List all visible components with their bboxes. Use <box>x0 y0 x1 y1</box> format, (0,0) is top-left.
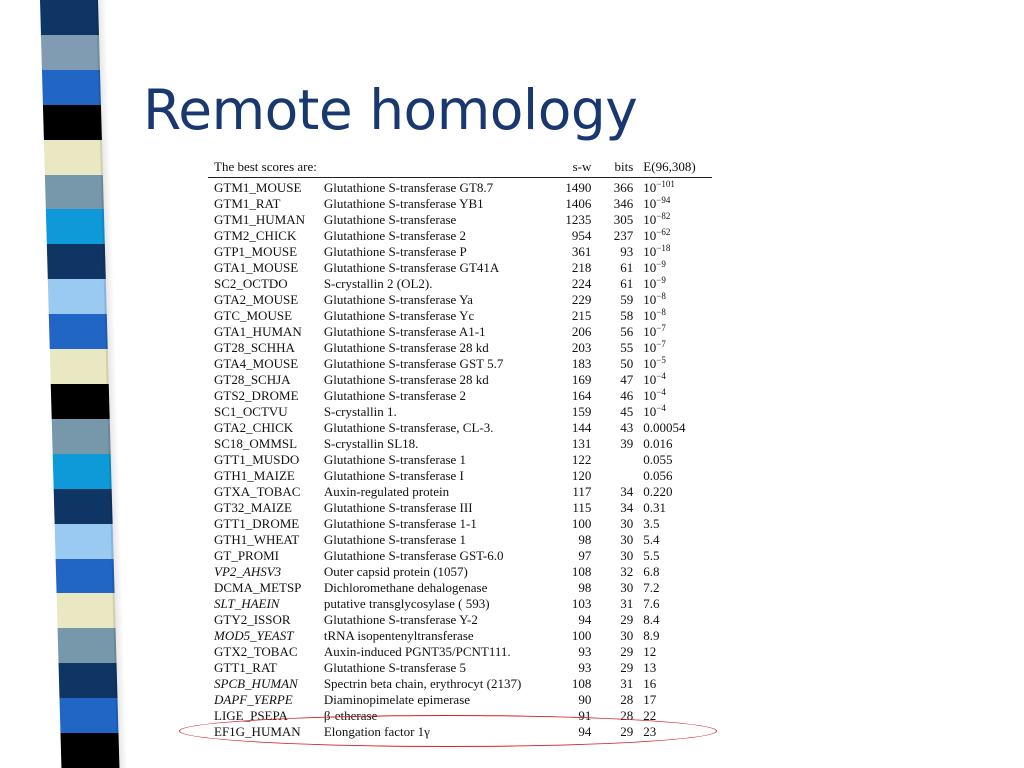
e-value-exponent: −82 <box>656 211 671 221</box>
table-row <box>208 516 712 532</box>
bits-score <box>601 468 637 484</box>
sw-score: 224 <box>571 276 592 291</box>
e-value-exponent: −4 <box>656 371 666 381</box>
sw-score: 122 <box>571 452 592 467</box>
stripe-segment <box>49 314 108 349</box>
bits-score: 30 <box>620 548 634 563</box>
table-row <box>208 628 712 644</box>
e-value-exponent: −9 <box>656 275 666 285</box>
e-value-exponent: −94 <box>656 195 671 205</box>
sw-score: 108 <box>571 564 592 579</box>
sw-score: 361 <box>571 244 592 259</box>
sequence-description: Glutathione S-transferase III <box>323 500 473 515</box>
table-header-row <box>208 159 712 178</box>
table-row <box>208 676 712 692</box>
table-row <box>208 564 712 580</box>
sequence-id: MOD5_YEAST <box>214 628 294 643</box>
sequence-id: GTS2_DROME <box>214 388 299 403</box>
bits-score: 30 <box>620 516 634 531</box>
table-row <box>208 420 712 436</box>
sw-score: 108 <box>571 676 592 691</box>
sw-score: 954 <box>571 228 592 243</box>
e-value-exponent: −4 <box>656 387 666 397</box>
sequence-description: Glutathione S-transferase 5 <box>323 660 467 675</box>
sequence-id: GTA4_MOUSE <box>214 356 299 371</box>
e-value-base: 13 <box>643 660 657 675</box>
bits-score: 31 <box>620 596 634 611</box>
table-row <box>208 500 712 516</box>
e-value-base: 10 <box>643 372 657 387</box>
e-value-base: 10 <box>643 324 657 339</box>
header-evalue: E(96,308) <box>637 159 712 178</box>
sequence-id: GTT1_RAT <box>214 660 277 675</box>
stripe-segment <box>41 35 100 70</box>
table-row <box>208 276 712 292</box>
e-value-base: 22 <box>643 708 657 723</box>
sequence-id: EF1G_HUMAN <box>214 724 301 739</box>
table-row <box>208 596 712 612</box>
sequence-description: Glutathione S-transferase Ya <box>323 292 473 307</box>
bits-score: 366 <box>613 180 634 195</box>
sw-score: 169 <box>571 372 592 387</box>
sequence-description: Auxin-regulated protein <box>323 484 450 499</box>
e-value <box>637 724 712 740</box>
e-value <box>637 340 712 356</box>
e-value <box>637 532 712 548</box>
sequence-description: Glutathione S-transferase I <box>323 468 464 483</box>
sw-score: 91 <box>578 708 592 723</box>
e-value <box>637 500 712 516</box>
table-row <box>208 324 712 340</box>
sequence-id: GTY2_ISSOR <box>214 612 291 627</box>
bits-score: 32 <box>620 564 634 579</box>
bits-score: 30 <box>620 580 634 595</box>
sequence-id: SC1_OCTVU <box>214 404 288 419</box>
sw-score: 164 <box>571 388 592 403</box>
sequence-id: SLT_HAEIN <box>214 596 280 611</box>
sequence-description: Glutathione S-transferase Yc <box>323 308 475 323</box>
table-row <box>208 724 712 740</box>
table-body <box>208 178 712 741</box>
sequence-description: putative transglycosylase ( 593) <box>323 596 490 611</box>
bits-score: 305 <box>613 212 634 227</box>
e-value-base: 0.016 <box>643 436 673 451</box>
e-value <box>637 660 712 676</box>
stripe-segment <box>56 559 115 594</box>
stripe-segment <box>54 489 113 524</box>
sequence-id: GTP1_MOUSE <box>214 244 298 259</box>
sequence-id: LIGE_PSEPA <box>214 708 288 723</box>
sw-score: 97 <box>578 548 592 563</box>
table-row <box>208 548 712 564</box>
e-value-base: 0.31 <box>643 500 667 515</box>
sequence-description: S-crystallin SL18. <box>323 436 419 451</box>
e-value <box>637 692 712 708</box>
sequence-description: Glutathione S-transferase Y-2 <box>323 612 478 627</box>
e-value <box>637 436 712 452</box>
sequence-id: SPCB_HUMAN <box>214 676 298 691</box>
e-value-base: 0.220 <box>643 484 673 499</box>
sequence-description: tRNA isopentenyltransferase <box>323 628 474 643</box>
e-value-base: 0.00054 <box>643 420 686 435</box>
e-value <box>637 388 712 404</box>
e-value <box>637 596 712 612</box>
e-value-base: 10 <box>643 260 657 275</box>
sequence-description: Glutathione S-transferase GT41A <box>323 260 500 275</box>
sw-score: 183 <box>571 356 592 371</box>
sw-score: 94 <box>578 724 592 739</box>
e-value-base: 10 <box>643 276 657 291</box>
sw-score: 1406 <box>565 196 592 211</box>
e-value <box>637 516 712 532</box>
e-value <box>637 292 712 308</box>
sw-score: 93 <box>578 660 592 675</box>
sequence-id: GTC_MOUSE <box>214 308 293 323</box>
table-row <box>208 612 712 628</box>
sequence-description: Dichloromethane dehalogenase <box>323 580 488 595</box>
sw-score: 100 <box>571 628 592 643</box>
table-row <box>208 228 712 244</box>
sequence-description: Glutathione S-transferase 2 <box>323 228 467 243</box>
e-value <box>637 356 712 372</box>
sequence-description: β-etherase <box>323 708 378 723</box>
table-row <box>208 644 712 660</box>
e-value-base: 10 <box>643 212 657 227</box>
bits-score: 46 <box>620 388 634 403</box>
stripe-segment <box>58 628 117 663</box>
sequence-id: GT_PROMI <box>214 548 280 563</box>
table-row <box>208 580 712 596</box>
e-value <box>637 260 712 276</box>
stripe-segment <box>60 698 119 733</box>
bits-score: 39 <box>620 436 634 451</box>
table-row <box>208 484 712 500</box>
stripe-segment <box>51 384 110 419</box>
e-value-exponent: −5 <box>656 355 666 365</box>
sw-score: 115 <box>572 500 592 515</box>
e-value-base: 16 <box>643 676 657 691</box>
bits-score: 56 <box>620 324 634 339</box>
sw-score: 203 <box>571 340 592 355</box>
table-row <box>208 532 712 548</box>
sequence-description: Glutathione S-transferase P <box>323 244 467 259</box>
sequence-id: SC18_OMMSL <box>214 436 298 451</box>
stripe-segment <box>47 244 106 279</box>
sequence-id: VP2_AHSV3 <box>214 564 282 579</box>
e-value-base: 10 <box>643 180 657 195</box>
e-value <box>637 708 712 724</box>
stripe-segment <box>44 140 103 175</box>
sequence-description: Glutathione S-transferase GST 5.7 <box>323 356 504 371</box>
sequence-description: Glutathione S-transferase A1-1 <box>323 324 486 339</box>
e-value <box>637 676 712 692</box>
sequence-id: DCMA_METSP <box>214 580 302 595</box>
e-value-base: 10 <box>643 308 657 323</box>
table-row <box>208 292 712 308</box>
sw-score: 117 <box>572 484 592 499</box>
table-row <box>208 196 712 212</box>
e-value <box>637 484 712 500</box>
e-value-base: 10 <box>643 340 657 355</box>
sequence-description: Glutathione S-transferase 28 kd <box>323 340 489 355</box>
e-value-base: 5.5 <box>643 548 660 563</box>
e-value-base: 5.4 <box>643 532 660 547</box>
bits-score: 29 <box>620 644 634 659</box>
stripe-segment <box>53 454 112 489</box>
sequence-description: Glutathione S-transferase 1 <box>323 532 467 547</box>
sw-score: 215 <box>571 308 592 323</box>
e-value <box>637 548 712 564</box>
e-value-exponent: −101 <box>656 179 675 189</box>
sw-score: 1235 <box>565 212 592 227</box>
stripe-segment <box>60 733 119 768</box>
e-value <box>637 178 712 197</box>
sw-score: 90 <box>578 692 592 707</box>
sequence-id: GTT1_MUSDO <box>214 452 300 467</box>
sequence-id: GT28_SCHHA <box>214 340 295 355</box>
e-value <box>637 612 712 628</box>
sw-score: 94 <box>578 612 592 627</box>
bits-score: 34 <box>620 484 634 499</box>
sequence-description: Glutathione S-transferase GST-6.0 <box>323 548 504 563</box>
e-value-base: 6.8 <box>643 564 660 579</box>
sequence-id: GTM2_CHICK <box>214 228 297 243</box>
table-row <box>208 452 712 468</box>
bits-score: 30 <box>620 532 634 547</box>
sequence-id: GT28_SCHJA <box>214 372 291 387</box>
bits-score: 31 <box>620 676 634 691</box>
bits-score: 50 <box>620 356 634 371</box>
sw-score: 1490 <box>565 180 592 195</box>
e-value <box>637 564 712 580</box>
sequence-id: GTM1_RAT <box>214 196 281 211</box>
bits-score: 43 <box>620 420 634 435</box>
e-value-base: 8.4 <box>643 612 660 627</box>
sw-score: 131 <box>571 436 592 451</box>
sequence-description: Glutathione S-transferase 2 <box>323 388 467 403</box>
e-value-exponent: −8 <box>656 307 666 317</box>
sequence-id: GTH1_MAIZE <box>214 468 295 483</box>
sw-score: 206 <box>571 324 592 339</box>
e-value-base: 7.6 <box>643 596 660 611</box>
sw-score: 93 <box>578 644 592 659</box>
sequence-id: DAPF_YERPE <box>214 692 293 707</box>
e-value-base: 17 <box>643 692 657 707</box>
table-row <box>208 468 712 484</box>
e-value <box>637 404 712 420</box>
table-row <box>208 692 712 708</box>
e-value <box>637 452 712 468</box>
table-row <box>208 404 712 420</box>
stripe-segment <box>55 524 114 559</box>
sequence-description: S-crystallin 2 (OL2). <box>323 276 433 291</box>
e-value-base: 12 <box>643 644 657 659</box>
e-value-exponent: −7 <box>656 339 666 349</box>
sequence-description: Auxin-induced PGNT35/PCNT111. <box>323 644 511 659</box>
slide-title: Remote homology <box>143 78 638 142</box>
bits-score: 29 <box>620 660 634 675</box>
sequence-description: Outer capsid protein (1057) <box>323 564 468 579</box>
e-value <box>637 324 712 340</box>
stripe-segment <box>50 349 109 384</box>
bits-score: 346 <box>613 196 634 211</box>
e-value-base: 10 <box>643 196 657 211</box>
bits-score: 237 <box>613 228 634 243</box>
sequence-description: Glutathione S-transferase GT8.7 <box>323 180 494 195</box>
table-row <box>208 308 712 324</box>
bits-score: 28 <box>620 708 634 723</box>
e-value <box>637 212 712 228</box>
sequence-id: GTA1_MOUSE <box>214 260 299 275</box>
table-row <box>208 178 712 197</box>
bits-score: 61 <box>620 276 634 291</box>
bits-score: 93 <box>620 244 634 259</box>
e-value-exponent: −8 <box>656 291 666 301</box>
stripe-segment <box>42 70 101 105</box>
table-row <box>208 436 712 452</box>
header-best-scores: The best scores are: <box>208 159 549 178</box>
sw-score: 120 <box>571 468 592 483</box>
table-row <box>208 340 712 356</box>
e-value <box>637 468 712 484</box>
e-value-base: 8.9 <box>643 628 660 643</box>
e-value-base: 10 <box>643 404 657 419</box>
sequence-id: GTXA_TOBAC <box>214 484 301 499</box>
bits-score: 59 <box>620 292 634 307</box>
table-row <box>208 660 712 676</box>
sequence-id: GT32_MAIZE <box>214 500 292 515</box>
e-value <box>637 580 712 596</box>
best-scores-table <box>208 159 712 740</box>
e-value-base: 10 <box>643 388 657 403</box>
table-row <box>208 260 712 276</box>
table-row <box>208 708 712 724</box>
bits-score: 45 <box>620 404 634 419</box>
sequence-description: Glutathione S-transferase <box>323 212 457 227</box>
stripe-segment <box>52 419 111 454</box>
e-value <box>637 420 712 436</box>
e-value-base: 23 <box>643 724 657 739</box>
e-value <box>637 228 712 244</box>
stripe-segment <box>59 663 118 698</box>
e-value <box>637 244 712 260</box>
bits-score: 47 <box>620 372 634 387</box>
sw-score: 218 <box>571 260 592 275</box>
sequence-id: GTH1_WHEAT <box>214 532 300 547</box>
e-value-base: 7.2 <box>643 580 660 595</box>
header-bits: bits <box>601 159 637 178</box>
table-row <box>208 388 712 404</box>
sequence-description: S-crystallin 1. <box>323 404 397 419</box>
e-value-exponent: −9 <box>656 259 666 269</box>
sequence-id: GTM1_HUMAN <box>214 212 305 227</box>
sw-score: 98 <box>578 532 592 547</box>
table-row <box>208 356 712 372</box>
stripe-segment <box>40 0 99 35</box>
sw-score: 100 <box>571 516 592 531</box>
stripe-segment <box>48 279 107 314</box>
e-value <box>637 628 712 644</box>
e-value <box>637 196 712 212</box>
bits-score: 29 <box>620 612 634 627</box>
sequence-description: Glutathione S-transferase, CL-3. <box>323 420 494 435</box>
sequence-id: GTA2_CHICK <box>214 420 294 435</box>
e-value <box>637 644 712 660</box>
sequence-description: Diaminopimelate epimerase <box>323 692 471 707</box>
e-value-base: 10 <box>643 228 657 243</box>
bits-score: 29 <box>620 724 634 739</box>
e-value-exponent: −7 <box>656 323 666 333</box>
e-value-base: 10 <box>643 292 657 307</box>
bits-score: 58 <box>620 308 634 323</box>
sw-score: 159 <box>571 404 592 419</box>
e-value <box>637 308 712 324</box>
sequence-id: GTA1_HUMAN <box>214 324 302 339</box>
e-value-base: 10 <box>643 244 657 259</box>
table-row <box>208 372 712 388</box>
e-value-exponent: −62 <box>656 227 671 237</box>
bits-score <box>601 452 637 468</box>
table-row <box>208 244 712 260</box>
sequence-description: Glutathione S-transferase 1-1 <box>323 516 477 531</box>
e-value-base: 0.056 <box>643 468 673 483</box>
bits-score: 30 <box>620 628 634 643</box>
bits-score: 61 <box>620 260 634 275</box>
e-value-base: 0.055 <box>643 452 673 467</box>
stripe-segment <box>43 105 102 140</box>
bits-score: 34 <box>620 500 634 515</box>
e-value-exponent: −18 <box>656 243 671 253</box>
stripe-segment <box>45 175 104 210</box>
e-value-base: 10 <box>643 356 657 371</box>
sw-score: 103 <box>571 596 592 611</box>
sequence-description: Glutathione S-transferase 1 <box>323 452 467 467</box>
stripe-segment <box>46 209 105 244</box>
sw-score: 229 <box>571 292 592 307</box>
e-value-base: 3.5 <box>643 516 660 531</box>
e-value <box>637 276 712 292</box>
e-value <box>637 372 712 388</box>
sequence-id: GTT1_DROME <box>214 516 300 531</box>
e-value-exponent: −4 <box>656 403 666 413</box>
sequence-id: SC2_OCTDO <box>214 276 288 291</box>
sequence-description: Spectrin beta chain, erythrocyt (2137) <box>323 676 522 691</box>
header-sw: s-w <box>549 159 602 178</box>
sequence-description: Glutathione S-transferase 28 kd <box>323 372 489 387</box>
table-row <box>208 212 712 228</box>
bits-score: 28 <box>620 692 634 707</box>
sw-score: 144 <box>571 420 592 435</box>
sequence-id: GTX2_TOBAC <box>214 644 298 659</box>
sequence-id: GTM1_MOUSE <box>214 180 302 195</box>
sw-score: 98 <box>578 580 592 595</box>
sequence-id: GTA2_MOUSE <box>214 292 299 307</box>
sequence-description: Glutathione S-transferase YB1 <box>323 196 484 211</box>
bits-score: 55 <box>620 340 634 355</box>
stripe-segment <box>57 593 116 628</box>
sequence-description: Elongation factor 1γ <box>323 724 430 739</box>
